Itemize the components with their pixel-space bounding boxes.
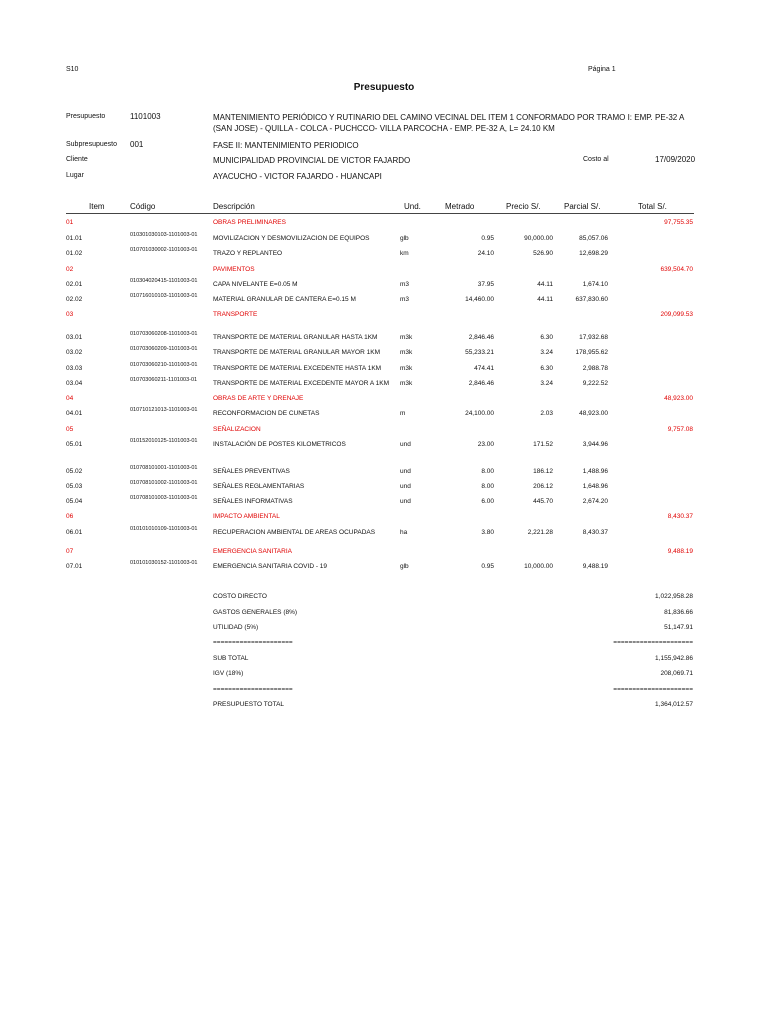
summary-row	[0, 686, 768, 698]
item-precio: 2,221.28	[527, 529, 553, 536]
item-code: 010703060209-1101003-01	[130, 346, 198, 352]
item-number: 04.01	[66, 410, 83, 417]
summary-value: 51,147.91	[664, 624, 693, 631]
item-precio: 186.12	[533, 468, 553, 475]
item-metrado: 24,100.00	[465, 410, 494, 417]
table-row	[0, 480, 768, 495]
item-number: 03	[66, 311, 74, 318]
item-number: 01.01	[66, 235, 83, 242]
item-metrado: 3.80	[481, 529, 494, 536]
item-number: 03.03	[66, 365, 83, 372]
item-precio: 206.12	[533, 483, 553, 490]
item-parcial: 1,488.96	[582, 468, 608, 475]
item-number: 03.02	[66, 349, 83, 356]
summary-value: =====================	[613, 686, 693, 693]
item-description: RECONFORMACION DE CUNETAS	[213, 410, 320, 417]
item-parcial: 637,830.60	[575, 296, 608, 303]
section-row	[0, 311, 768, 323]
column-header-und: Und.	[404, 202, 421, 211]
summary-value: 1,364,012.57	[655, 701, 693, 708]
item-unit: und	[400, 498, 411, 505]
item-precio: 171.52	[533, 441, 553, 448]
summary-row	[0, 639, 768, 651]
summary-value: =====================	[613, 639, 693, 646]
column-header-precio: Precio S/.	[506, 202, 541, 211]
summary-row	[0, 655, 768, 667]
item-number: 07.01	[66, 563, 83, 570]
summary-label: SUB TOTAL	[213, 655, 249, 662]
item-number: 01	[66, 219, 74, 226]
item-description: TRAZO Y REPLANTEO	[213, 250, 283, 257]
item-description: CAPA NIVELANTE E=0.05 M	[213, 281, 298, 288]
table-row	[0, 465, 768, 480]
table-row	[0, 278, 768, 293]
page-title: Presupuesto	[353, 82, 415, 93]
item-metrado: 0.95	[481, 563, 494, 570]
item-precio: 90,000.00	[524, 235, 553, 242]
item-number: 05.04	[66, 498, 83, 505]
item-unit: m3	[400, 296, 410, 303]
summary-label: =====================	[213, 639, 293, 646]
column-header-item: Item	[89, 202, 105, 211]
item-code: 010703060210-1101003-01	[130, 362, 198, 368]
summary-label: =====================	[213, 686, 293, 693]
item-metrado: 6.00	[481, 498, 494, 505]
summary-label: GASTOS GENERALES (8%)	[213, 609, 298, 616]
item-unit: m3k	[400, 365, 413, 372]
item-number: 02.02	[66, 296, 83, 303]
item-precio: 3.24	[540, 380, 553, 387]
table-row	[0, 438, 768, 453]
item-number: 02.01	[66, 281, 83, 288]
item-code: 010304020415-1101003-01	[130, 278, 198, 284]
page-number: Página 1	[588, 66, 616, 73]
item-code: 010152010125-1101003-01	[130, 438, 198, 444]
section-row	[0, 513, 768, 525]
item-description: TRANSPORTE DE MATERIAL EXCEDENTE MAYOR A 1KM	[213, 380, 390, 387]
presupuesto-code: 1101003	[130, 112, 161, 121]
item-number: 02	[66, 266, 74, 273]
item-metrado: 24.10	[477, 250, 494, 257]
item-unit: km	[400, 250, 409, 257]
item-parcial: 2,674.20	[582, 498, 608, 505]
item-description: MATERIAL GRANULAR DE CANTERA E=0.15 M	[213, 296, 356, 303]
item-parcial: 12,698.29	[579, 250, 608, 257]
lugar-value: AYACUCHO - VICTOR FAJARDO - HUANCAPI	[213, 172, 382, 181]
item-total: 639,504.70	[660, 266, 693, 273]
section-row	[0, 548, 768, 560]
subpresupuesto-label: Subpresupuesto	[66, 141, 117, 148]
subpresupuesto-code: 001	[130, 140, 144, 149]
summary-row	[0, 609, 768, 621]
item-parcial: 1,648.96	[582, 483, 608, 490]
item-parcial: 1,674.10	[582, 281, 608, 288]
item-metrado: 8.00	[481, 483, 494, 490]
column-header-codigo: Código	[130, 202, 156, 211]
item-code: 010703060208-1101003-01	[130, 331, 198, 337]
item-code: 010716010103-1101003-01	[130, 293, 198, 299]
item-description: SEÑALES PREVENTIVAS	[213, 468, 290, 475]
item-description: SEÑALES INFORMATIVAS	[213, 498, 293, 505]
summary-value: 208,069.71	[660, 670, 693, 677]
table-row	[0, 495, 768, 510]
item-description: TRANSPORTE	[213, 311, 258, 318]
column-header-metrado: Metrado	[445, 202, 475, 211]
item-description: OBRAS PRELIMINARES	[213, 219, 286, 226]
item-description: TRANSPORTE DE MATERIAL GRANULAR MAYOR 1KM	[213, 349, 380, 356]
item-metrado: 14,460.00	[465, 296, 494, 303]
item-parcial: 17,932.68	[579, 334, 608, 341]
item-description: SEÑALES REGLAMENTARIAS	[213, 483, 305, 490]
item-parcial: 2,988.78	[582, 365, 608, 372]
item-code: 010701030002-1101003-01	[130, 247, 198, 253]
item-number: 03.04	[66, 380, 83, 387]
summary-row	[0, 701, 768, 713]
item-precio: 526.90	[533, 250, 553, 257]
item-parcial: 178,955.62	[575, 349, 608, 356]
item-code: 010101030152-1101003-01	[130, 560, 198, 566]
item-total: 209,099.53	[660, 311, 693, 318]
item-code: 010708101001-1101003-01	[130, 465, 198, 471]
column-header-descripcion: Descripción	[213, 202, 255, 211]
item-parcial: 9,488.19	[582, 563, 608, 570]
item-description: RECUPERACION AMBIENTAL DE AREAS OCUPADAS	[213, 529, 376, 536]
item-number: 06	[66, 513, 74, 520]
item-unit: glb	[400, 235, 409, 242]
costo-al-label: Costo al	[583, 156, 609, 163]
section-row	[0, 266, 768, 278]
item-unit: m3k	[400, 380, 413, 387]
table-row	[0, 526, 768, 541]
header-divider	[66, 213, 694, 214]
item-description: OBRAS DE ARTE Y DRENAJE	[213, 395, 304, 402]
item-precio: 2.03	[540, 410, 553, 417]
item-precio: 44.11	[537, 281, 553, 288]
item-unit: m	[400, 410, 406, 417]
item-metrado: 23.00	[477, 441, 494, 448]
item-number: 05	[66, 426, 74, 433]
item-description: EMERGENCIA SANITARIA COVID - 19	[213, 563, 328, 570]
item-precio: 44.11	[537, 296, 553, 303]
item-unit: und	[400, 441, 411, 448]
item-metrado: 2,846.46	[468, 380, 494, 387]
item-description: SEÑALIZACION	[213, 426, 261, 433]
item-code: 010301030103-1101003-01	[130, 232, 198, 238]
item-metrado: 474.41	[474, 365, 494, 372]
summary-row	[0, 624, 768, 636]
summary-value: 1,022,958.28	[655, 593, 693, 600]
item-number: 06.01	[66, 529, 83, 536]
item-unit: m3	[400, 281, 410, 288]
table-row	[0, 377, 768, 392]
item-total: 97,755.35	[664, 219, 693, 226]
item-parcial: 8,430.37	[582, 529, 608, 536]
column-header-parcial: Parcial S/.	[564, 202, 601, 211]
cliente-label: Cliente	[66, 156, 88, 163]
table-row	[0, 346, 768, 361]
item-parcial: 9,222.52	[582, 380, 608, 387]
summary-label: PRESUPUESTO TOTAL	[213, 701, 285, 708]
item-description: PAVIMENTOS	[213, 266, 255, 273]
table-row	[0, 247, 768, 262]
column-header-total: Total S/.	[638, 202, 667, 211]
item-number: 05.01	[66, 441, 83, 448]
item-number: 01.02	[66, 250, 83, 257]
item-total: 8,430.37	[667, 513, 693, 520]
summary-label: COSTO DIRECTO	[213, 593, 267, 600]
summary-label: IGV (18%)	[213, 670, 244, 677]
item-code: 010101010109-1101003-01	[130, 526, 198, 532]
costo-al-date: 17/09/2020	[655, 155, 696, 164]
section-row	[0, 219, 768, 231]
summary-value: 1,155,942.86	[655, 655, 693, 662]
item-number: 05.02	[66, 468, 83, 475]
section-row	[0, 426, 768, 438]
item-parcial: 85,057.06	[579, 235, 608, 242]
summary-label: UTILIDAD (5%)	[213, 624, 259, 631]
item-description: IMPACTO AMBIENTAL	[213, 513, 280, 520]
item-parcial: 48,923.00	[579, 410, 608, 417]
table-row	[0, 407, 768, 422]
table-row	[0, 560, 768, 575]
item-metrado: 0.95	[481, 235, 494, 242]
item-description: MOVILIZACION Y DESMOVILIZACION DE EQUIPOS	[213, 235, 370, 242]
item-metrado: 8.00	[481, 468, 494, 475]
lugar-label: Lugar	[66, 172, 84, 179]
summary-value: 81,836.66	[664, 609, 693, 616]
cliente-value: MUNICIPALIDAD PROVINCIAL DE VICTOR FAJARDO	[213, 156, 411, 165]
item-metrado: 37.95	[477, 281, 494, 288]
item-parcial: 3,944.96	[582, 441, 608, 448]
table-row	[0, 232, 768, 247]
item-code: 010708101002-1101003-01	[130, 480, 198, 486]
software-tag: S10	[66, 66, 79, 73]
item-unit: m3k	[400, 334, 413, 341]
table-row	[0, 293, 768, 308]
summary-row	[0, 593, 768, 605]
item-description: INSTALACIÓN DE POSTES KILOMETRICOS	[213, 441, 346, 448]
item-unit: und	[400, 468, 411, 475]
subpresupuesto-description: FASE II: MANTENIMIENTO PERIODICO	[213, 141, 359, 150]
item-metrado: 55,233.21	[465, 349, 494, 356]
item-precio: 6.30	[540, 365, 553, 372]
item-total: 48,923.00	[664, 395, 693, 402]
item-number: 05.03	[66, 483, 83, 490]
item-unit: und	[400, 483, 411, 490]
item-unit: m3k	[400, 349, 413, 356]
presupuesto-label: Presupuesto	[66, 113, 106, 120]
item-total: 9,488.19	[667, 548, 693, 555]
item-code: 010710121013-1101003-01	[130, 407, 198, 413]
item-precio: 3.24	[540, 349, 553, 356]
section-row	[0, 395, 768, 407]
item-number: 03.01	[66, 334, 83, 341]
table-row	[0, 331, 768, 346]
summary-row	[0, 670, 768, 682]
item-description: TRANSPORTE DE MATERIAL EXCEDENTE HASTA 1KM	[213, 365, 382, 372]
item-unit: ha	[400, 529, 408, 536]
item-total: 9,757.08	[667, 426, 693, 433]
presupuesto-description: MANTENIMIENTO PERIÓDICO Y RUTINARIO DEL CAMINO VECINAL DEL ITEM 1 CONFORMADO POR TRAMO I: EMP. PE-32 A (SAN JOSE) - QUILLA - COLCA - PUCHCCO- VILLA PARCOCHA - EMP. PE-32 A, L= 24.10 KM	[213, 113, 684, 133]
table-row	[0, 362, 768, 377]
item-precio: 6.30	[540, 334, 553, 341]
item-code: 010703060211-1101003-01	[130, 377, 198, 383]
item-unit: glb	[400, 563, 409, 570]
item-precio: 445.70	[533, 498, 553, 505]
item-precio: 10,000.00	[524, 563, 553, 570]
item-description: TRANSPORTE DE MATERIAL GRANULAR HASTA 1KM	[213, 334, 378, 341]
item-metrado: 2,846.46	[468, 334, 494, 341]
item-code: 010708101003-1101003-01	[130, 495, 198, 501]
item-number: 07	[66, 548, 74, 555]
item-description: EMERGENCIA SANITARIA	[213, 548, 292, 555]
item-number: 04	[66, 395, 74, 402]
